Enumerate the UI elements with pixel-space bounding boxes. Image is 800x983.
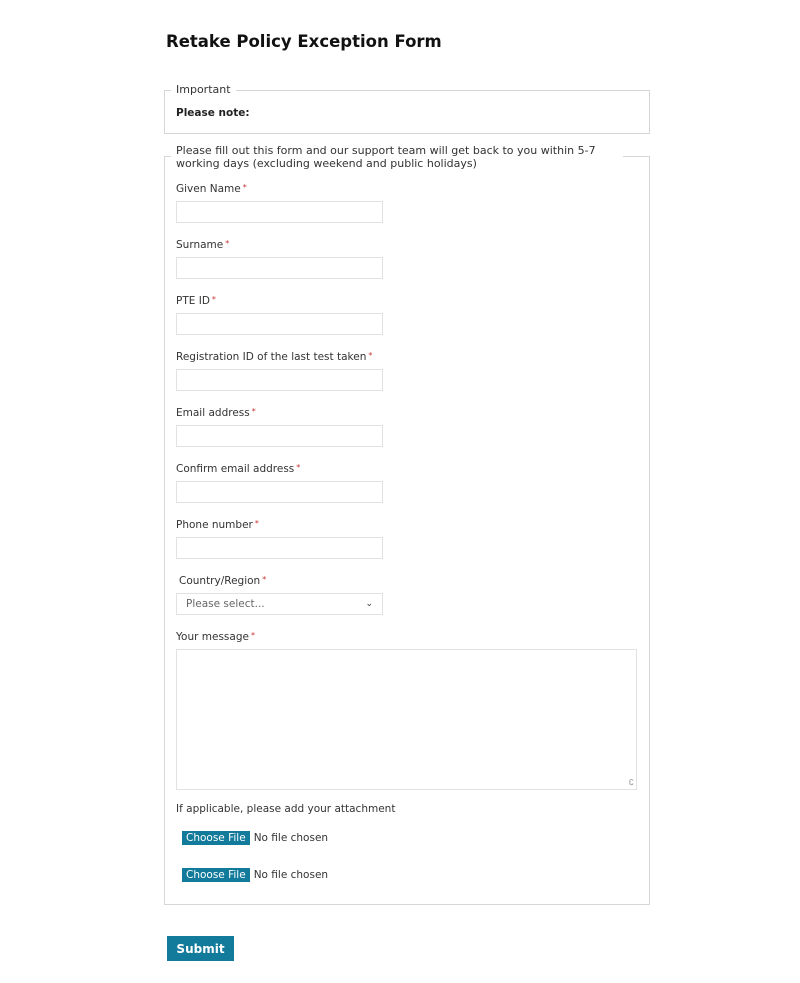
important-legend: Important <box>171 83 236 96</box>
submit-button[interactable]: Submit <box>167 936 234 961</box>
email-label: Email address * <box>176 407 256 419</box>
country-label: Country/Region * <box>179 575 267 587</box>
surname-label: Surname * <box>176 239 230 251</box>
file-status: No file chosen <box>253 832 329 844</box>
please-note: Please note: <box>176 107 250 119</box>
choose-file-button[interactable]: Choose File <box>182 831 250 845</box>
page-title: Retake Policy Exception Form <box>166 32 442 51</box>
pte-id-label: PTE ID * <box>176 295 216 307</box>
phone-input[interactable] <box>176 537 383 559</box>
file-input-2[interactable] <box>182 868 328 882</box>
email-input[interactable] <box>176 425 383 447</box>
confirm-email-label: Confirm email address * <box>176 463 301 475</box>
choose-file-button[interactable]: Choose File <box>182 868 250 882</box>
phone-label: Phone number * <box>176 519 259 531</box>
message-textarea[interactable] <box>176 649 637 790</box>
confirm-email-input[interactable] <box>176 481 383 503</box>
file-input-1[interactable] <box>182 831 328 845</box>
surname-input[interactable] <box>176 257 383 279</box>
form-intro: Please fill out this form and our support team will get back to you within 5-7 working days (excluding weekend and public holidays) <box>171 144 623 170</box>
given-name-input[interactable] <box>176 201 383 223</box>
registration-id-label: Registration ID of the last test taken * <box>176 351 373 363</box>
country-selected-value: Please select... <box>186 598 265 610</box>
pte-id-input[interactable] <box>176 313 383 335</box>
resize-grip-icon[interactable]: ∁ <box>628 778 634 787</box>
file-status: No file chosen <box>253 869 329 881</box>
chevron-down-icon: ⌄ <box>365 599 373 609</box>
given-name-label: Given Name * <box>176 183 247 195</box>
registration-id-input[interactable] <box>176 369 383 391</box>
country-select[interactable] <box>176 593 383 615</box>
message-label: Your message * <box>176 631 255 643</box>
attachment-label: If applicable, please add your attachment <box>176 803 396 815</box>
